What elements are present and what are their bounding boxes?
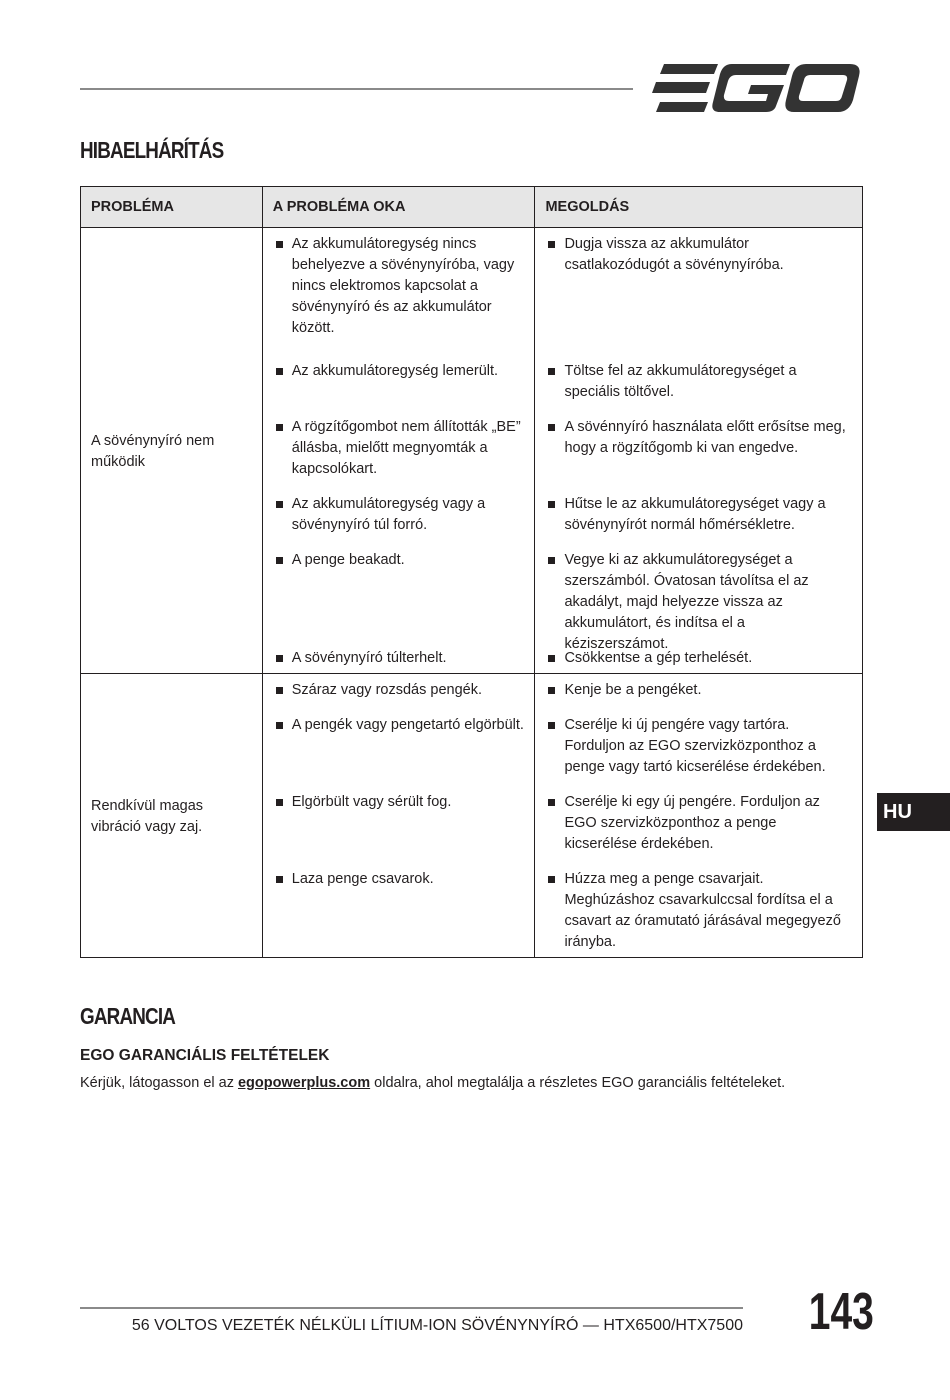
footer-product-title: 56 VOLTOS VEZETÉK NÉLKÜLI LÍTIUM-ION SÖVÉNYNYÍRÓ — HTX6500/HTX7500 (131, 1317, 743, 1334)
bullet-square-icon (276, 722, 283, 729)
list-item: Száraz vagy rozsdás pengék. (273, 680, 525, 701)
list-item: Elgörbült vagy sérült fog. (273, 792, 525, 813)
list-item: A pengék vagy pengetartó elgörbült. (273, 715, 525, 736)
list-item: Az akkumulátoregység vagy a sövénynyíró túl forró. (273, 494, 525, 536)
warranty-subtitle: EGO GARANCIÁLIS FELTÉTELEK (80, 1047, 330, 1064)
warranty-paragraph: Kérjük, látogasson el az egopowerplus.com oldalra, ahol megtalálja a részletes EGO garanciális feltételeket. (80, 1075, 786, 1091)
cause-cell (262, 674, 535, 958)
troubleshooting-table (80, 186, 863, 958)
list-item: Kenje be a pengéket. (545, 680, 852, 701)
list-item: Cserélje ki új pengére vagy tartóra. Forduljon az EGO szervizközponthoz a penge vagy tartó kicserélése érdekében. (545, 715, 852, 778)
bullet-square-icon (548, 687, 555, 694)
bullet-square-icon (548, 368, 555, 375)
list-item: Laza penge csavarok. (273, 869, 525, 890)
bullet-square-icon (276, 876, 283, 883)
bullet-square-icon (276, 557, 283, 564)
table-row (81, 674, 863, 958)
bullet-square-icon (276, 687, 283, 694)
bullet-square-icon (548, 557, 555, 564)
column-header-problem: PROBLÉMA (81, 187, 263, 228)
troubleshooting-title: HIBAELHÁRÍTÁS (80, 137, 224, 163)
bullet-square-icon (276, 655, 283, 662)
header-rule (80, 88, 633, 90)
bullet-square-icon (548, 501, 555, 508)
egopowerplus-link[interactable]: egopowerplus.com (237, 1075, 371, 1091)
table-row (81, 228, 863, 674)
ego-logo (650, 62, 862, 114)
bullet-square-icon (548, 424, 555, 431)
warranty-title: GARANCIA (80, 1003, 176, 1029)
problem-cell: Rendkívül magas vibráció vagy zaj. (81, 674, 263, 958)
bullet-square-icon (548, 655, 555, 662)
bullet-square-icon (276, 424, 283, 431)
list-item: A sövénynyíró túlterhelt. (273, 648, 525, 669)
list-item: Dugja vissza az akkumulátor csatlakozódugót a sövénynyíróba. (545, 234, 852, 276)
table-header-row (81, 187, 863, 228)
bullet-square-icon (548, 799, 555, 806)
column-header-cause: A PROBLÉMA OKA (262, 187, 535, 228)
list-item: Az akkumulátoregység lemerült. (273, 361, 525, 382)
footer-rule (80, 1307, 743, 1309)
list-item: Töltse fel az akkumulátoregységet a speciális töltővel. (545, 361, 852, 403)
cause-cell (262, 228, 535, 674)
bullet-square-icon (276, 368, 283, 375)
list-item: Cserélje ki egy új pengére. Forduljon az EGO szervizközponthoz a penge kicserélése érdekében. (545, 792, 852, 855)
list-item: A rögzítőgombot nem állították „BE” állásba, mielőtt megnyomták a kapcsolókart. (273, 417, 525, 480)
list-item: Hűtse le az akkumulátoregységet vagy a sövénynyírót normál hőmérsékletre. (545, 494, 852, 536)
column-header-solution: MEGOLDÁS (535, 187, 863, 228)
solution-cell (535, 228, 863, 674)
list-item: A penge beakadt. (273, 550, 525, 571)
problem-cell: A sövénynyíró nem működik (81, 228, 263, 674)
bullet-square-icon (548, 876, 555, 883)
list-item: Csökkentse a gép terhelését. (545, 648, 852, 669)
bullet-square-icon (548, 722, 555, 729)
list-item: A sövénnyíró használata előtt erősítse meg, hogy a rögzítőgomb ki van engedve. (545, 417, 852, 459)
list-item: Húzza meg a penge csavarjait. Meghúzáshoz csavarkulccsal fordítsa el a csavart az óramutató járásával megegyező irányba. (545, 869, 852, 953)
language-tab-hu: HU (877, 793, 950, 831)
bullet-square-icon (276, 241, 283, 248)
page-number: 143 (808, 1283, 874, 1341)
list-item: Az akkumulátoregység nincs behelyezve a sövénynyíróba, vagy nincs elektromos kapcsolat a sövénynyíró és az akkumulátor között. (273, 234, 525, 339)
bullet-square-icon (276, 799, 283, 806)
bullet-square-icon (548, 241, 555, 248)
list-item: Vegye ki az akkumulátoregységet a szerszámból. Óvatosan távolítsa el az akadályt, majd helyezze vissza az akkumulátort, és indítsa el a kéziszerszámot. (545, 550, 852, 655)
solution-cell (535, 674, 863, 958)
bullet-square-icon (276, 501, 283, 508)
